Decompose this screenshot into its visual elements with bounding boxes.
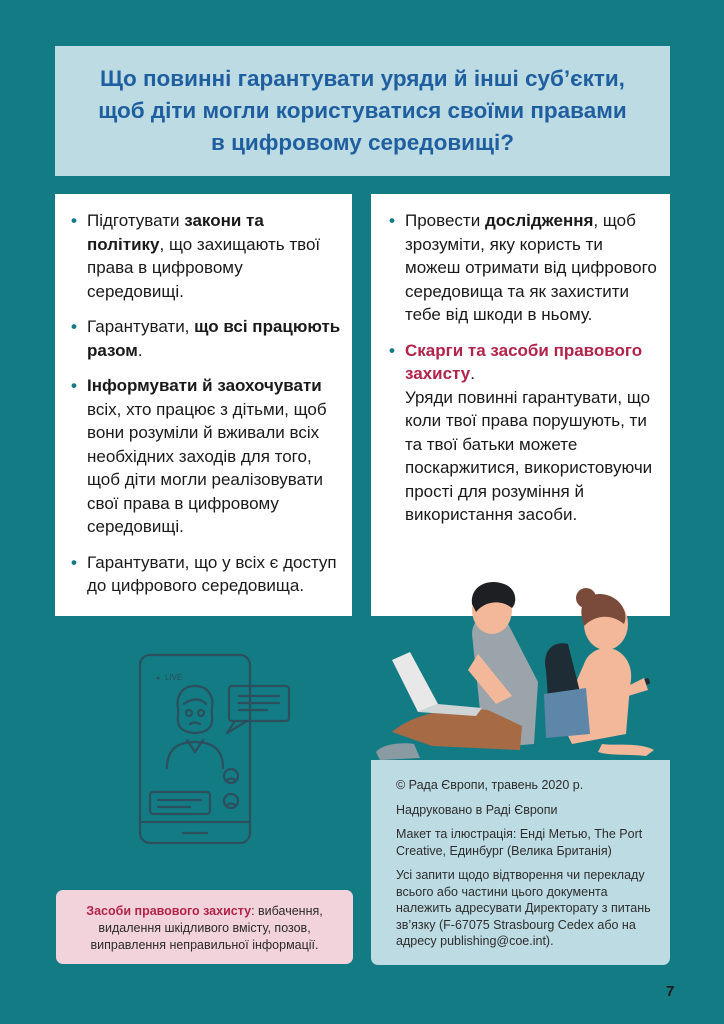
bullet-cooperate-pre: Гарантувати, [87,317,195,336]
bullet-laws [71,209,342,303]
bullet-complaints-red: Скарги та засоби правового захисту [405,340,643,383]
page-title-line-3: в цифровому середовищі? [211,130,514,155]
credits-copyright: © Рада Європи, травень 2020 р. [396,778,584,792]
bullet-cooperate-post: . [137,340,143,360]
bullet-dot-icon: • [71,317,77,336]
credits-layout: Макет та ілюстрація: Енді Метью, The Port Creative, Единбург (Велика Британія) [396,827,643,858]
bullet-access-text: Гарантувати, що у всіх є доступ до цифрового середовища. [87,552,337,595]
legal-remedy-term: Засоби правового захисту [86,904,252,918]
bullet-laws-pre: Підготувати [87,211,185,230]
bullet-access [71,551,342,598]
bullet-dot-icon: • [71,376,77,395]
live-label: LIVE [165,673,183,682]
live-dot-icon: ● [156,675,161,682]
left-card [55,194,352,616]
bullet-cooperate-bold: що всі працюють разом [87,317,341,360]
legal-remedy-box [56,890,353,964]
bullet-cooperate [71,315,342,362]
phone-live-illustration [135,652,295,847]
bullet-dot-icon: • [389,340,395,360]
bullet-inform-post: всіх, хто працює з дітьми, щоб вони розуміли й вживали всіх необхідних заходів для того, щоб діти могли реалізовувати свої права в цифровому середовищі. [87,399,327,536]
credits-box [371,760,670,965]
right-card [371,194,670,616]
bullet-dot-icon: • [71,552,77,572]
boy-figure [376,582,538,760]
legal-remedy-text: : вибачення, видалення шкідливого вмісту, позов, виправлення неправильної інформації. [90,904,323,952]
bullet-research-bold: дослідження [484,211,594,230]
bullet-laws-bold: закони та політику [87,211,264,254]
bullet-dot-icon: • [389,211,395,230]
credits-printed: Надруковано в Раді Європи [396,802,558,817]
page-title-line-1: Що повинні гарантувати уряди й інші суб’єкти, [100,66,625,91]
bullet-complaints-post: . [470,364,475,383]
credits-requests: Усі запити щодо відтворення чи перекладу всього або частини цього документа належить адресувати Директорату з питань зв’язку (F-67075 Strasbourg Cedex або на адресу publishing@coe.int). [396,868,651,948]
bullet-research-post: , щоб зрозуміти, яку користь ти можеш отримати від цифрового середовища та як захистити тебе від шкоди в ньому. [405,211,657,324]
bullet-laws-post: , що захищають твої права в цифровому середовищі. [87,234,321,301]
bullet-dot-icon: • [71,211,77,230]
teens-illustration [372,574,672,764]
bullet-inform [71,374,342,539]
bullet-research [389,209,660,327]
page-title-line-2: щоб діти могли користуватися своїми правами [98,98,627,123]
girl-figure [544,588,654,756]
bullet-inform-bold: Інформувати й заохочувати [87,376,322,395]
bullet-research-pre: Провести [405,211,485,230]
bullet-complaints [389,339,660,527]
bullet-complaints-text: Уряди повинні гарантувати, що коли твої права порушують, ти та твої батьки можете поскаржитися, використовуючи прості для розуміння й використання засоби. [405,387,653,524]
page-number: 7 [666,983,675,1000]
title-box [55,46,670,176]
